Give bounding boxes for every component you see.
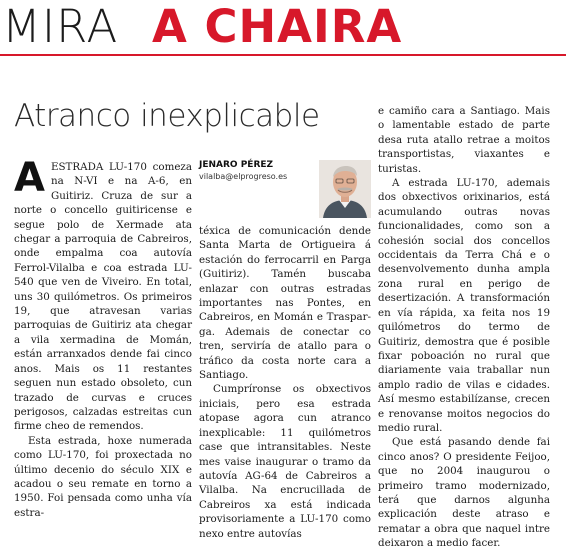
paragraph: Esta estrada, hoxe numerada como LU-170, foi proxectada no último decenio do século XIX e acadou o seu remate en torno a 1950. Foi pensada como unha vía estra- xyxy=(14,434,192,519)
paragraph: Que está pasando dende fai cinco anos? O presidente Feijoo, que no 2004 inaugurou o primeiro tramo modernizado, terá que darnos algunha explicación deste atraso e rematar a obra que naquel intre deixaron a medio facer. xyxy=(378,436,550,550)
paragraph: ESTRADA LU-170 comeza na N-VI e na A-6, en Guitiriz. Cruza de sur a norte o concello guitiricense e segue polo de Xermade ata chegar a parroquia de Cabreiros, onde empalma coa autovía Ferrol-Vilalba e coa estrada LU-540 que ven de Viveiro. En total, uns 30 quilómetros. Os primeiros 19, que atravesan varias parroquias de Guitiriz ata chegar a vila xermadina de Momán, están arranxados dende fai cinco anos. Mais os 11 restantes seguen nun estado obsoleto, cun trazado de curvas e cruces perigosos, calzadas estreitas cun firme cheo de remendos. xyxy=(14,161,192,433)
paragraph: A estrada LU-170, ademais dos obxectivos orixinarios, está acumulando outras novas funcionalidades, como son a cohesión social dos concellos occidentais da Terra Chá e o desenvolvemento dunha ampla zona rural en perigo de desertización. A transformación en vía rápida, xa feita nos 19 quilómetros do termo de Guitiriz, demostra que é posible fixar poboación no rural que diariamente vaia traballar nun amplo radio de vilas e cidades. Así mesmo estabilízanse, crecen e renovanse moitos negocios do medio rural. xyxy=(378,177,550,434)
paragraph: téxica de comunicación dende Santa Marta de Ortigueira á estación do ferrocarril en Parga (Guitiriz). Tamén buscaba enlazar con outras estradas importantes nas Pontes, en Cabreiros, en Momán e Traspar-ga. Ademais de conectar co tren, serviría de atallo para o tráfico da costa norte cara a Santiago. xyxy=(199,225,371,382)
article-column-1 xyxy=(14,155,192,520)
paragraph: e camiño cara a Santiago. Mais o lamentable estado de parte desa ruta atallo retrae a moitos transportistas, viaxantes e turistas. xyxy=(378,105,550,175)
section-header xyxy=(0,0,566,60)
drop-cap: A xyxy=(14,155,45,201)
author-email: vilalba@elprogreso.es xyxy=(199,172,288,181)
header-rule xyxy=(0,54,566,56)
article-column-2 xyxy=(199,224,371,541)
author-name: JENARO PÉREZ xyxy=(199,160,274,170)
section-title-bold: A CHAIRA xyxy=(152,0,403,53)
section-title-light: MIRA xyxy=(2,0,119,53)
article-headline: Atranco inexplicable xyxy=(14,98,320,134)
article-column-3 xyxy=(378,104,550,551)
author-byline xyxy=(199,160,371,218)
paragraph: Cumpríronse os obxectivos iniciais, pero esa estrada atopase agora cun atranco inexplicable: 11 quilómetros case que intransitables. Neste mes vaise inaugurar o tramo da autovía AG-64 de Cabreiros a Vilalba. Na encrucillada de Cabreiros xa está indicada provisoriamente a LU-170 como nexo entre autovías xyxy=(199,383,371,540)
author-photo xyxy=(319,160,371,218)
